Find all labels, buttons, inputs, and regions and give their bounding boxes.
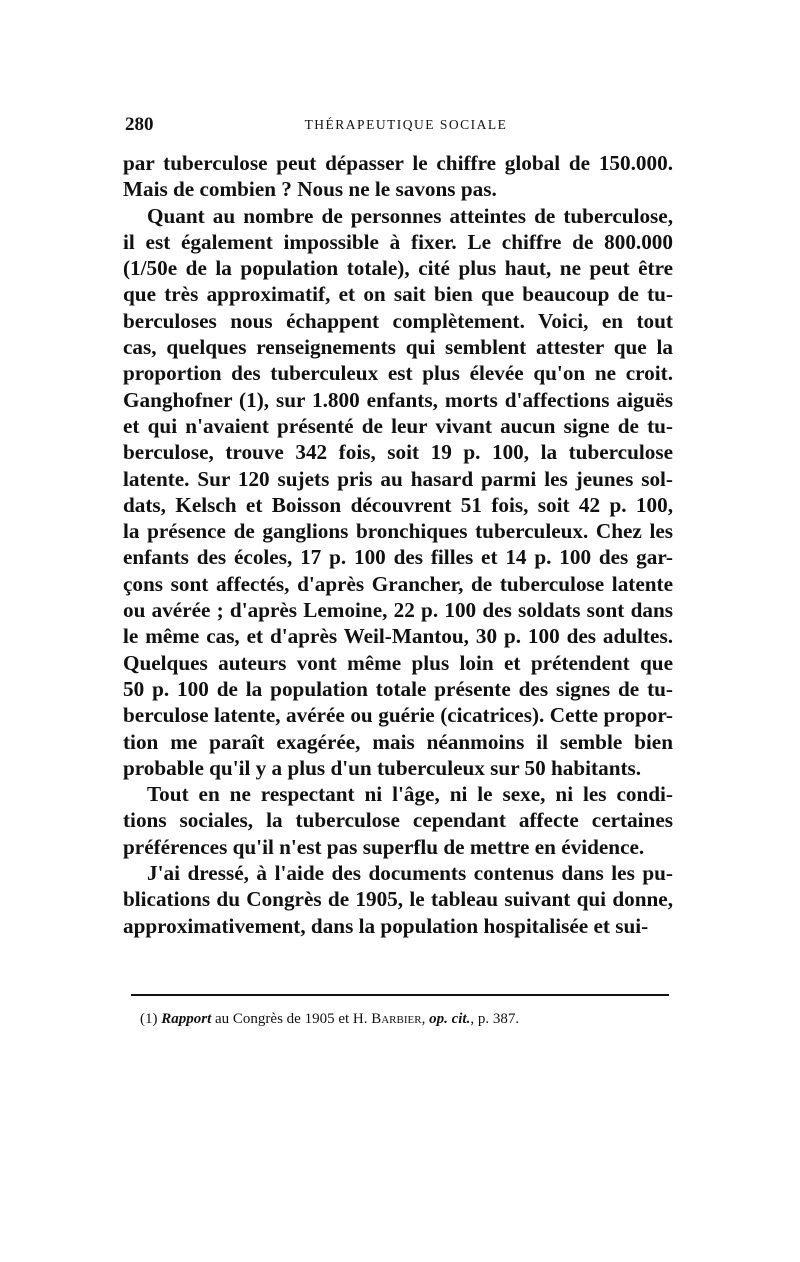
text-line: çons sont affectés, d'après Grancher, de tuberculose latente [123, 571, 673, 596]
text-line: Ganghofner (1), sur 1.800 enfants, morts d'affections aiguës [123, 387, 673, 412]
text-line: berculose, trouve 342 fois, soit 19 p. 100, la tuberculose [123, 440, 673, 465]
body-text [123, 150, 673, 939]
text-line: par tuberculose peut dépasser le chiffre global de 150.000. [123, 151, 673, 175]
footnote-text-c: , p. 387. [470, 1011, 520, 1027]
text-line: que très approximatif, et on sait bien que beaucoup de tu- [123, 282, 673, 307]
text-line: Quelques auteurs vont même plus loin et prétendent que [123, 650, 673, 675]
running-title: THÉRAPEUTIQUE SOCIALE [304, 117, 508, 132]
footnote [140, 1011, 519, 1028]
footnote-text-b: , [421, 1011, 430, 1027]
text-line: tions sociales, la tuberculose cependant affecte certaines [123, 808, 673, 833]
text-line: berculoses nous échappent complètement. Voici, en tout [123, 308, 673, 333]
text-line: latente. Sur 120 sujets pris au hasard parmi les jeunes sol- [123, 466, 673, 491]
text-line: et qui n'avaient présenté de leur vivant aucun signe de tu- [123, 413, 673, 438]
text-line: enfants des écoles, 17 p. 100 des filles et 14 p. 100 des gar- [123, 545, 673, 570]
text-line: probable qu'il y a plus d'un tuberculeux sur 50 habitants. [123, 755, 642, 780]
text-line: approximativement, dans la population hospitalisée et sui- [123, 913, 649, 938]
text-line: la présence de ganglions bronchiques tuberculeux. Chez les [123, 519, 673, 544]
text-line: le même cas, et d'après Weil-Mantou, 30 p. 100 des adultes. [123, 624, 673, 649]
text-line: il est également impossible à fixer. Le chiffre de 800.000 [123, 229, 673, 254]
text-line: proportion des tuberculeux est plus élevée qu'on ne croit. [123, 361, 673, 386]
text-line: (1/50e de la population totale), cité plus haut, ne peut être [123, 256, 673, 281]
footnote-marker: (1) [140, 1011, 158, 1027]
text-line: préférences qu'il n'est pas superflu de mettre en évidence. [123, 834, 645, 859]
text-line: Quant au nombre de personnes atteintes de tuberculose, [147, 203, 673, 228]
footnote-text-a: au Congrès de 1905 et H. [211, 1011, 372, 1027]
text-line: tion me paraît exagérée, mais néanmoins il semble bien [123, 729, 673, 754]
text-line: Mais de combien ? Nous ne le savons pas. [123, 177, 497, 202]
text-line: J'ai dressé, à l'aide des documents contenus dans les pu- [147, 861, 673, 886]
text-line: ou avérée ; d'après Lemoine, 22 p. 100 des soldats sont dans [123, 598, 673, 623]
footnote-op-cit: op. cit. [429, 1011, 471, 1027]
footnote-rule [131, 994, 669, 996]
text-line: blications du Congrès de 1905, le tableau suivant qui donne, [123, 887, 673, 912]
footnote-emphasis: Rapport [161, 1011, 212, 1027]
footnote-author: Barbier [371, 1011, 422, 1027]
text-line: berculose latente, avérée ou guérie (cicatrices). Cette propor- [123, 703, 673, 728]
text-line: cas, quelques renseignements qui semblent attester que la [123, 335, 673, 360]
text-line: dats, Kelsch et Boisson découvrent 51 fois, soit 42 p. 100, [123, 492, 673, 517]
page-number: 280 [125, 114, 154, 135]
text-line: Tout en ne respectant ni l'âge, ni le sexe, ni les condi- [147, 782, 673, 807]
text-line: 50 p. 100 de la population totale présente des signes de tu- [123, 676, 673, 701]
